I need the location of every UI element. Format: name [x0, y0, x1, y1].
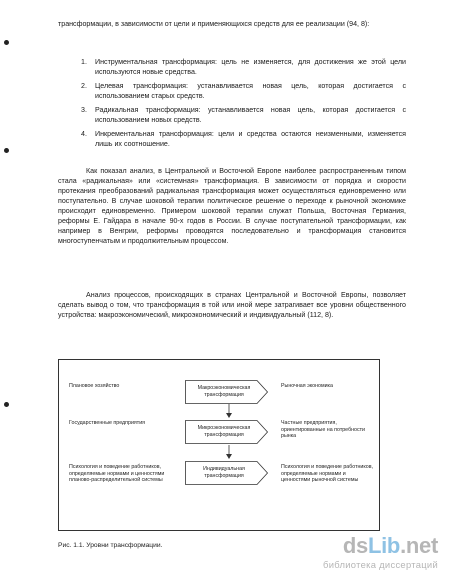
- binding-hole: [4, 148, 9, 153]
- source-state-label: Плановое хозяйство: [69, 383, 120, 389]
- transformation-types-list: [58, 57, 406, 153]
- source-state-label: Государственные предприятия: [69, 420, 146, 426]
- body-paragraph: Как показал анализ, в Центральной и Восточной Европе наиболее распространенным типом стала «радикальная» или «системная» трансформация. В зависимости от порядка и скорости протекания преобразований радикальная трансформация может осуществляться единовременно или поступательно. В случае шоковой терапии политическое решение о переходе к рыночной экономике происходит единовременно. Примером шоковой терапии служат Польша, Восточная Германия, реформы Е. Гайдара в начале 90-х годов в России. В случае поступательной трансформации, как например в Венгрии, реформы проводятся последовательно и трансформация становится многоступенчатым и продолжительным процессом.: [58, 167, 406, 245]
- source-state-label: Психология и поведение работников, определяемые нормами и ценностями планово-распределительной системы: [69, 464, 165, 484]
- binding-hole: [4, 402, 9, 407]
- list-item: 2. Целевая трансформация: устанавливается новая цель, которая достигается с использованием старых средств.: [81, 82, 406, 100]
- target-state-label: Рыночная экономика: [281, 383, 333, 389]
- transformation-arrow-box: [185, 380, 268, 404]
- transformation-levels-diagram: [58, 359, 380, 531]
- transformation-arrow-box: [185, 420, 268, 444]
- binding-hole: [4, 40, 9, 45]
- connector-arrowhead: [226, 454, 232, 459]
- target-state-label: Психология и поведение работников, определяемые нормами и ценностями рыночной системы: [281, 464, 373, 484]
- body-paragraph: Анализ процессов, происходящих в странах Центральной и Восточной Европы, позволяет сделать вывод о том, что трансформация в той или иной мере затрагивает все уровни общественного устройства: макроэкономический, микроэкономический и индивидуальный (112, 8).: [58, 291, 406, 319]
- transformation-label: Макроэкономическая трансформация: [197, 385, 251, 398]
- watermark-title: dsLib.net: [342, 533, 438, 558]
- list-item: 1. Инструментальная трансформация: цель не изменяется, для достижения же этой цели используются новые средства.: [81, 58, 406, 76]
- transformation-label: Индивидуальная трансформация: [203, 466, 245, 479]
- watermark-logo: [323, 534, 438, 570]
- list-item: 4. Инкрементальная трансформация: цели и средства остаются неизменными, изменяется лишь их соотношение.: [81, 130, 406, 148]
- list-item: 3. Радикальная трансформация: устанавливается новая цель, которая достигается с использованием новых средств.: [81, 106, 406, 124]
- transformation-label: Микроэкономическая трансформация: [197, 425, 251, 438]
- figure-caption: Рис. 1.1. Уровни трансформации.: [58, 542, 163, 549]
- target-state-label: Частные предприятия, ориентированные на потребности рынка: [281, 420, 366, 440]
- watermark-subtitle: библиотека диссертаций: [323, 559, 438, 570]
- intro-paragraph: трансформации, в зависимости от цели и применяющихся средств для ее реализации (94, 8):: [58, 20, 370, 28]
- transformation-arrow-box: [185, 461, 268, 485]
- connector-arrowhead: [226, 413, 232, 418]
